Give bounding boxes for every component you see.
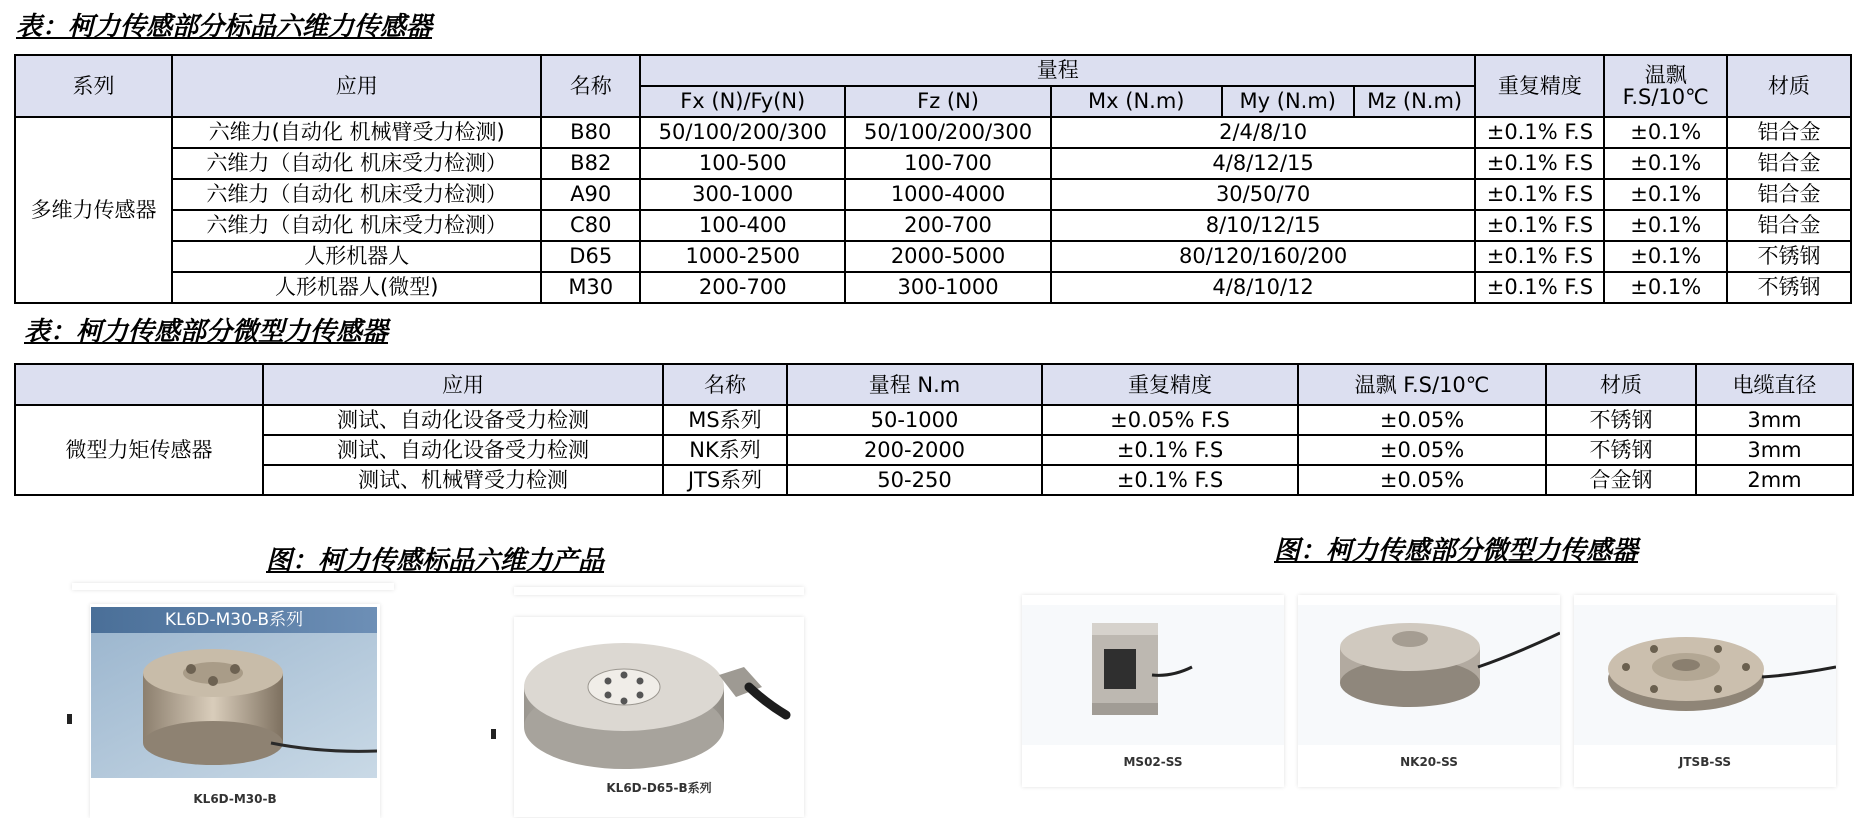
name-cell: C80: [541, 210, 640, 241]
temp-cell: ±0.05%: [1298, 405, 1546, 435]
micro-sensor-table: [14, 363, 1854, 496]
repeat-cell: ±0.1% F.S: [1475, 210, 1604, 241]
name-cell: D65: [541, 241, 640, 272]
photo-frame-top: [72, 583, 394, 590]
six-axis-sensor-table: [14, 54, 1852, 304]
fx-cell: 100-400: [640, 210, 845, 241]
range-cell: 50-1000: [787, 405, 1042, 435]
material-cell: 不锈钢: [1727, 272, 1851, 303]
name-cell: M30: [541, 272, 640, 303]
name-cell: A90: [541, 179, 640, 210]
temp-cell: ±0.1%: [1604, 148, 1727, 179]
table-row: [15, 465, 1853, 495]
col-header-name: 名称: [663, 364, 787, 405]
material-cell: 铝合金: [1727, 179, 1851, 210]
col-header-temp-drift: [1604, 55, 1727, 117]
col-header-range: 量程: [640, 55, 1475, 86]
col-header-series: 系列: [15, 55, 172, 117]
moment-cell: 2/4/8/10: [1051, 117, 1476, 148]
material-cell: 合金钢: [1546, 465, 1696, 495]
col-header-material: 材质: [1546, 364, 1696, 405]
cable-cell: 3mm: [1696, 405, 1853, 435]
material-cell: 铝合金: [1727, 210, 1851, 241]
application-cell: 人形机器人(微型): [172, 272, 541, 303]
product-caption: NK20-SS: [1400, 755, 1458, 769]
col-header-application: 应用: [263, 364, 663, 405]
figure1-title: 图：柯力传感标品六维力产品: [266, 546, 605, 576]
fx-cell: 200-700: [640, 272, 845, 303]
cable-cell: 3mm: [1696, 435, 1853, 465]
col-header-mz: Mz (N.m): [1354, 86, 1476, 117]
application-cell: 测试、自动化设备受力检测: [263, 435, 663, 465]
application-cell: 测试、机械臂受力检测: [263, 465, 663, 495]
table-row: [15, 179, 1851, 210]
material-cell: 不锈钢: [1546, 405, 1696, 435]
product-caption: KL6D-M30-B: [193, 792, 277, 806]
moment-cell: 8/10/12/15: [1051, 210, 1476, 241]
nk20-sensor-image: [1298, 605, 1560, 745]
repeat-cell: ±0.1% F.S: [1475, 272, 1604, 303]
table-row: [15, 272, 1851, 303]
name-cell: NK系列: [663, 435, 787, 465]
material-cell: 铝合金: [1727, 148, 1851, 179]
table-row: [15, 435, 1853, 465]
col-header-fz: Fz (N): [845, 86, 1050, 117]
col-header-repeat-accuracy: 重复精度: [1475, 55, 1604, 117]
fx-cell: 100-500: [640, 148, 845, 179]
col-header-mx: Mx (N.m): [1051, 86, 1222, 117]
fx-cell: 50/100/200/300: [640, 117, 845, 148]
repeat-cell: ±0.1% F.S: [1042, 465, 1298, 495]
photo-frame-top: [514, 587, 804, 595]
col-header-cable-diameter: 电缆直径: [1696, 364, 1853, 405]
temp-cell: ±0.1%: [1604, 272, 1727, 303]
temp-cell: ±0.1%: [1604, 241, 1727, 272]
application-cell: 六维力（自动化 机床受力检测）: [172, 179, 541, 210]
fz-cell: 1000-4000: [845, 179, 1050, 210]
product-caption: MS02-SS: [1123, 755, 1183, 769]
m30-sensor-image: [91, 633, 377, 778]
table-row: [15, 117, 1851, 148]
d65-sensor-image: [514, 625, 804, 775]
crop-mark: [491, 729, 496, 739]
col-header-series-blank: [15, 364, 263, 405]
col-header-range: 量程 N.m: [787, 364, 1042, 405]
moment-cell: 4/8/10/12: [1051, 272, 1476, 303]
repeat-cell: ±0.1% F.S: [1475, 117, 1604, 148]
figure2-title: 图：柯力传感部分微型力传感器: [1274, 536, 1639, 566]
material-cell: 铝合金: [1727, 117, 1851, 148]
table-row: [15, 210, 1851, 241]
col-header-application: 应用: [172, 55, 541, 117]
moment-cell: 30/50/70: [1051, 179, 1476, 210]
col-header-repeat-accuracy: 重复精度: [1042, 364, 1298, 405]
fz-cell: 300-1000: [845, 272, 1050, 303]
jtsb-sensor-image: [1574, 605, 1836, 745]
name-cell: MS系列: [663, 405, 787, 435]
name-cell: B80: [541, 117, 640, 148]
application-cell: 人形机器人: [172, 241, 541, 272]
series-cell: 多维力传感器: [15, 117, 172, 303]
fx-cell: 1000-2500: [640, 241, 845, 272]
col-header-name: 名称: [541, 55, 640, 117]
repeat-cell: ±0.1% F.S: [1475, 148, 1604, 179]
temp-cell: ±0.1%: [1604, 117, 1727, 148]
col-header-my: My (N.m): [1222, 86, 1354, 117]
fz-cell: 100-700: [845, 148, 1050, 179]
cable-cell: 2mm: [1696, 465, 1853, 495]
application-cell: 六维力（自动化 机床受力检测）: [172, 148, 541, 179]
name-cell: B82: [541, 148, 640, 179]
table2-title: 表：柯力传感部分微型力传感器: [24, 317, 389, 347]
product-banner: KL6D-M30-B系列: [91, 607, 377, 633]
temp-cell: ±0.05%: [1298, 435, 1546, 465]
temp-drift-line1: 温飘: [1644, 63, 1687, 87]
fz-cell: 2000-5000: [845, 241, 1050, 272]
repeat-cell: ±0.05% F.S: [1042, 405, 1298, 435]
temp-drift-line2: F.S/10℃: [1622, 85, 1709, 109]
table1-title: 表：柯力传感部分标品六维力传感器: [16, 12, 433, 42]
moment-cell: 4/8/12/15: [1051, 148, 1476, 179]
col-header-temp-drift: 温飘 F.S/10℃: [1298, 364, 1546, 405]
application-cell: 六维力（自动化 机床受力检测）: [172, 210, 541, 241]
repeat-cell: ±0.1% F.S: [1475, 179, 1604, 210]
table-row: [15, 405, 1853, 435]
material-cell: 不锈钢: [1727, 241, 1851, 272]
ms02-sensor-image: [1022, 605, 1284, 745]
temp-cell: ±0.1%: [1604, 179, 1727, 210]
fx-cell: 300-1000: [640, 179, 845, 210]
material-cell: 不锈钢: [1546, 435, 1696, 465]
application-cell: 测试、自动化设备受力检测: [263, 405, 663, 435]
product-caption: KL6D-D65-B系列: [606, 781, 712, 795]
table-row: [15, 148, 1851, 179]
range-cell: 50-250: [787, 465, 1042, 495]
temp-cell: ±0.05%: [1298, 465, 1546, 495]
col-header-material: 材质: [1727, 55, 1851, 117]
crop-mark: [67, 714, 72, 724]
name-cell: JTS系列: [663, 465, 787, 495]
col-header-fx: Fx (N)/Fy(N): [640, 86, 845, 117]
series-cell: 微型力矩传感器: [15, 405, 263, 495]
table-row: [15, 241, 1851, 272]
product-caption: JTSB-SS: [1678, 755, 1732, 769]
fz-cell: 200-700: [845, 210, 1050, 241]
temp-cell: ±0.1%: [1604, 210, 1727, 241]
fz-cell: 50/100/200/300: [845, 117, 1050, 148]
range-cell: 200-2000: [787, 435, 1042, 465]
moment-cell: 80/120/160/200: [1051, 241, 1476, 272]
repeat-cell: ±0.1% F.S: [1475, 241, 1604, 272]
repeat-cell: ±0.1% F.S: [1042, 435, 1298, 465]
application-cell: 六维力(自动化 机械臂受力检测): [172, 117, 541, 148]
